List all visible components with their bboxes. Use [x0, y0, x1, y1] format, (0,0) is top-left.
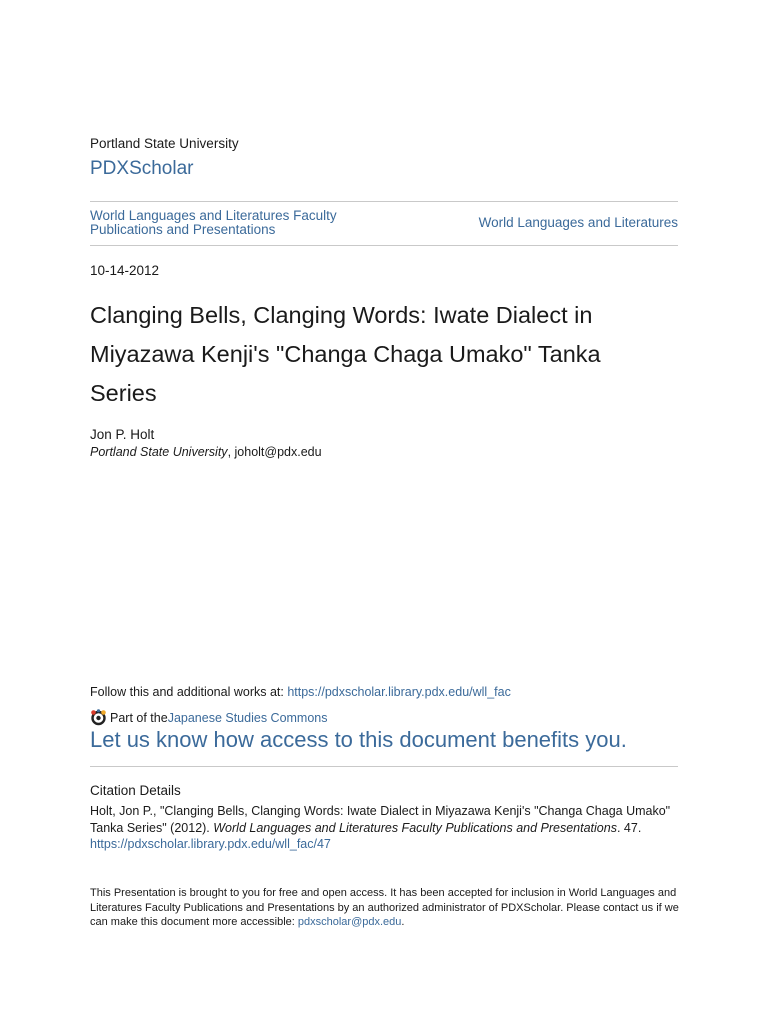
affiliation-name: Portland State University — [90, 445, 228, 459]
citation-heading: Citation Details — [90, 783, 181, 798]
author-email: , joholt@pdx.edu — [227, 445, 322, 459]
part-of-line — [90, 709, 328, 726]
footer-text: This Presentation is brought to you for free and open access. It has been accepted for inclusion in World Languages and Literatures Faculty Publications and Presentations by an authorized administrator of PDXScholar. Please contact us if we can make this document more accessible: — [90, 887, 679, 928]
citation-url-link[interactable]: https://pdxscholar.library.pdx.edu/wll_fac/47 — [90, 837, 331, 851]
citation-series: World Languages and Literatures Faculty Publications and Presentations — [213, 820, 617, 835]
divider-top — [90, 201, 678, 202]
publication-date: 10-14-2012 — [90, 263, 160, 278]
divider-bottom — [90, 766, 678, 767]
series-link[interactable]: World Languages and Literatures Faculty Publications and Presentations — [90, 208, 337, 237]
collection-url-link[interactable]: https://pdxscholar.library.pdx.edu/wll_fac — [287, 685, 511, 699]
footer-notice — [90, 886, 680, 930]
citation-text: Holt, Jon P., "Clanging Bells, Clanging Words: Iwate Dialect in Miyazawa Kenji's "Changa Chaga Umako" Tanka Series" (2012). — [90, 804, 671, 835]
feedback-link[interactable]: Let us know how access to this document benefits you. — [90, 727, 627, 752]
follow-line — [90, 685, 511, 699]
contact-email-link[interactable]: pdxscholar@pdx.edu — [297, 916, 402, 928]
part-of-label: Part of the — [110, 710, 168, 725]
citation-number: . 47. — [616, 820, 642, 835]
creative-commons-network-icon — [90, 709, 107, 726]
citation-body — [90, 803, 678, 853]
divider-middle — [90, 245, 678, 246]
document-title: Clanging Bells, Clanging Words: Iwate Dialect in Miyazawa Kenji's "Changa Chaga Umako" Tanka Series — [90, 302, 601, 406]
follow-label: Follow this and additional works at: — [90, 685, 288, 699]
pdxscholar-link[interactable]: PDXScholar — [90, 158, 194, 179]
japanese-studies-commons-link[interactable]: Japanese Studies Commons — [167, 710, 328, 725]
university-name: Portland State University — [90, 136, 239, 151]
department-link[interactable]: World Languages and Literatures — [478, 215, 678, 230]
footer-end: . — [401, 916, 405, 928]
author-name: Jon P. Holt — [90, 427, 155, 442]
author-affiliation — [90, 445, 322, 459]
